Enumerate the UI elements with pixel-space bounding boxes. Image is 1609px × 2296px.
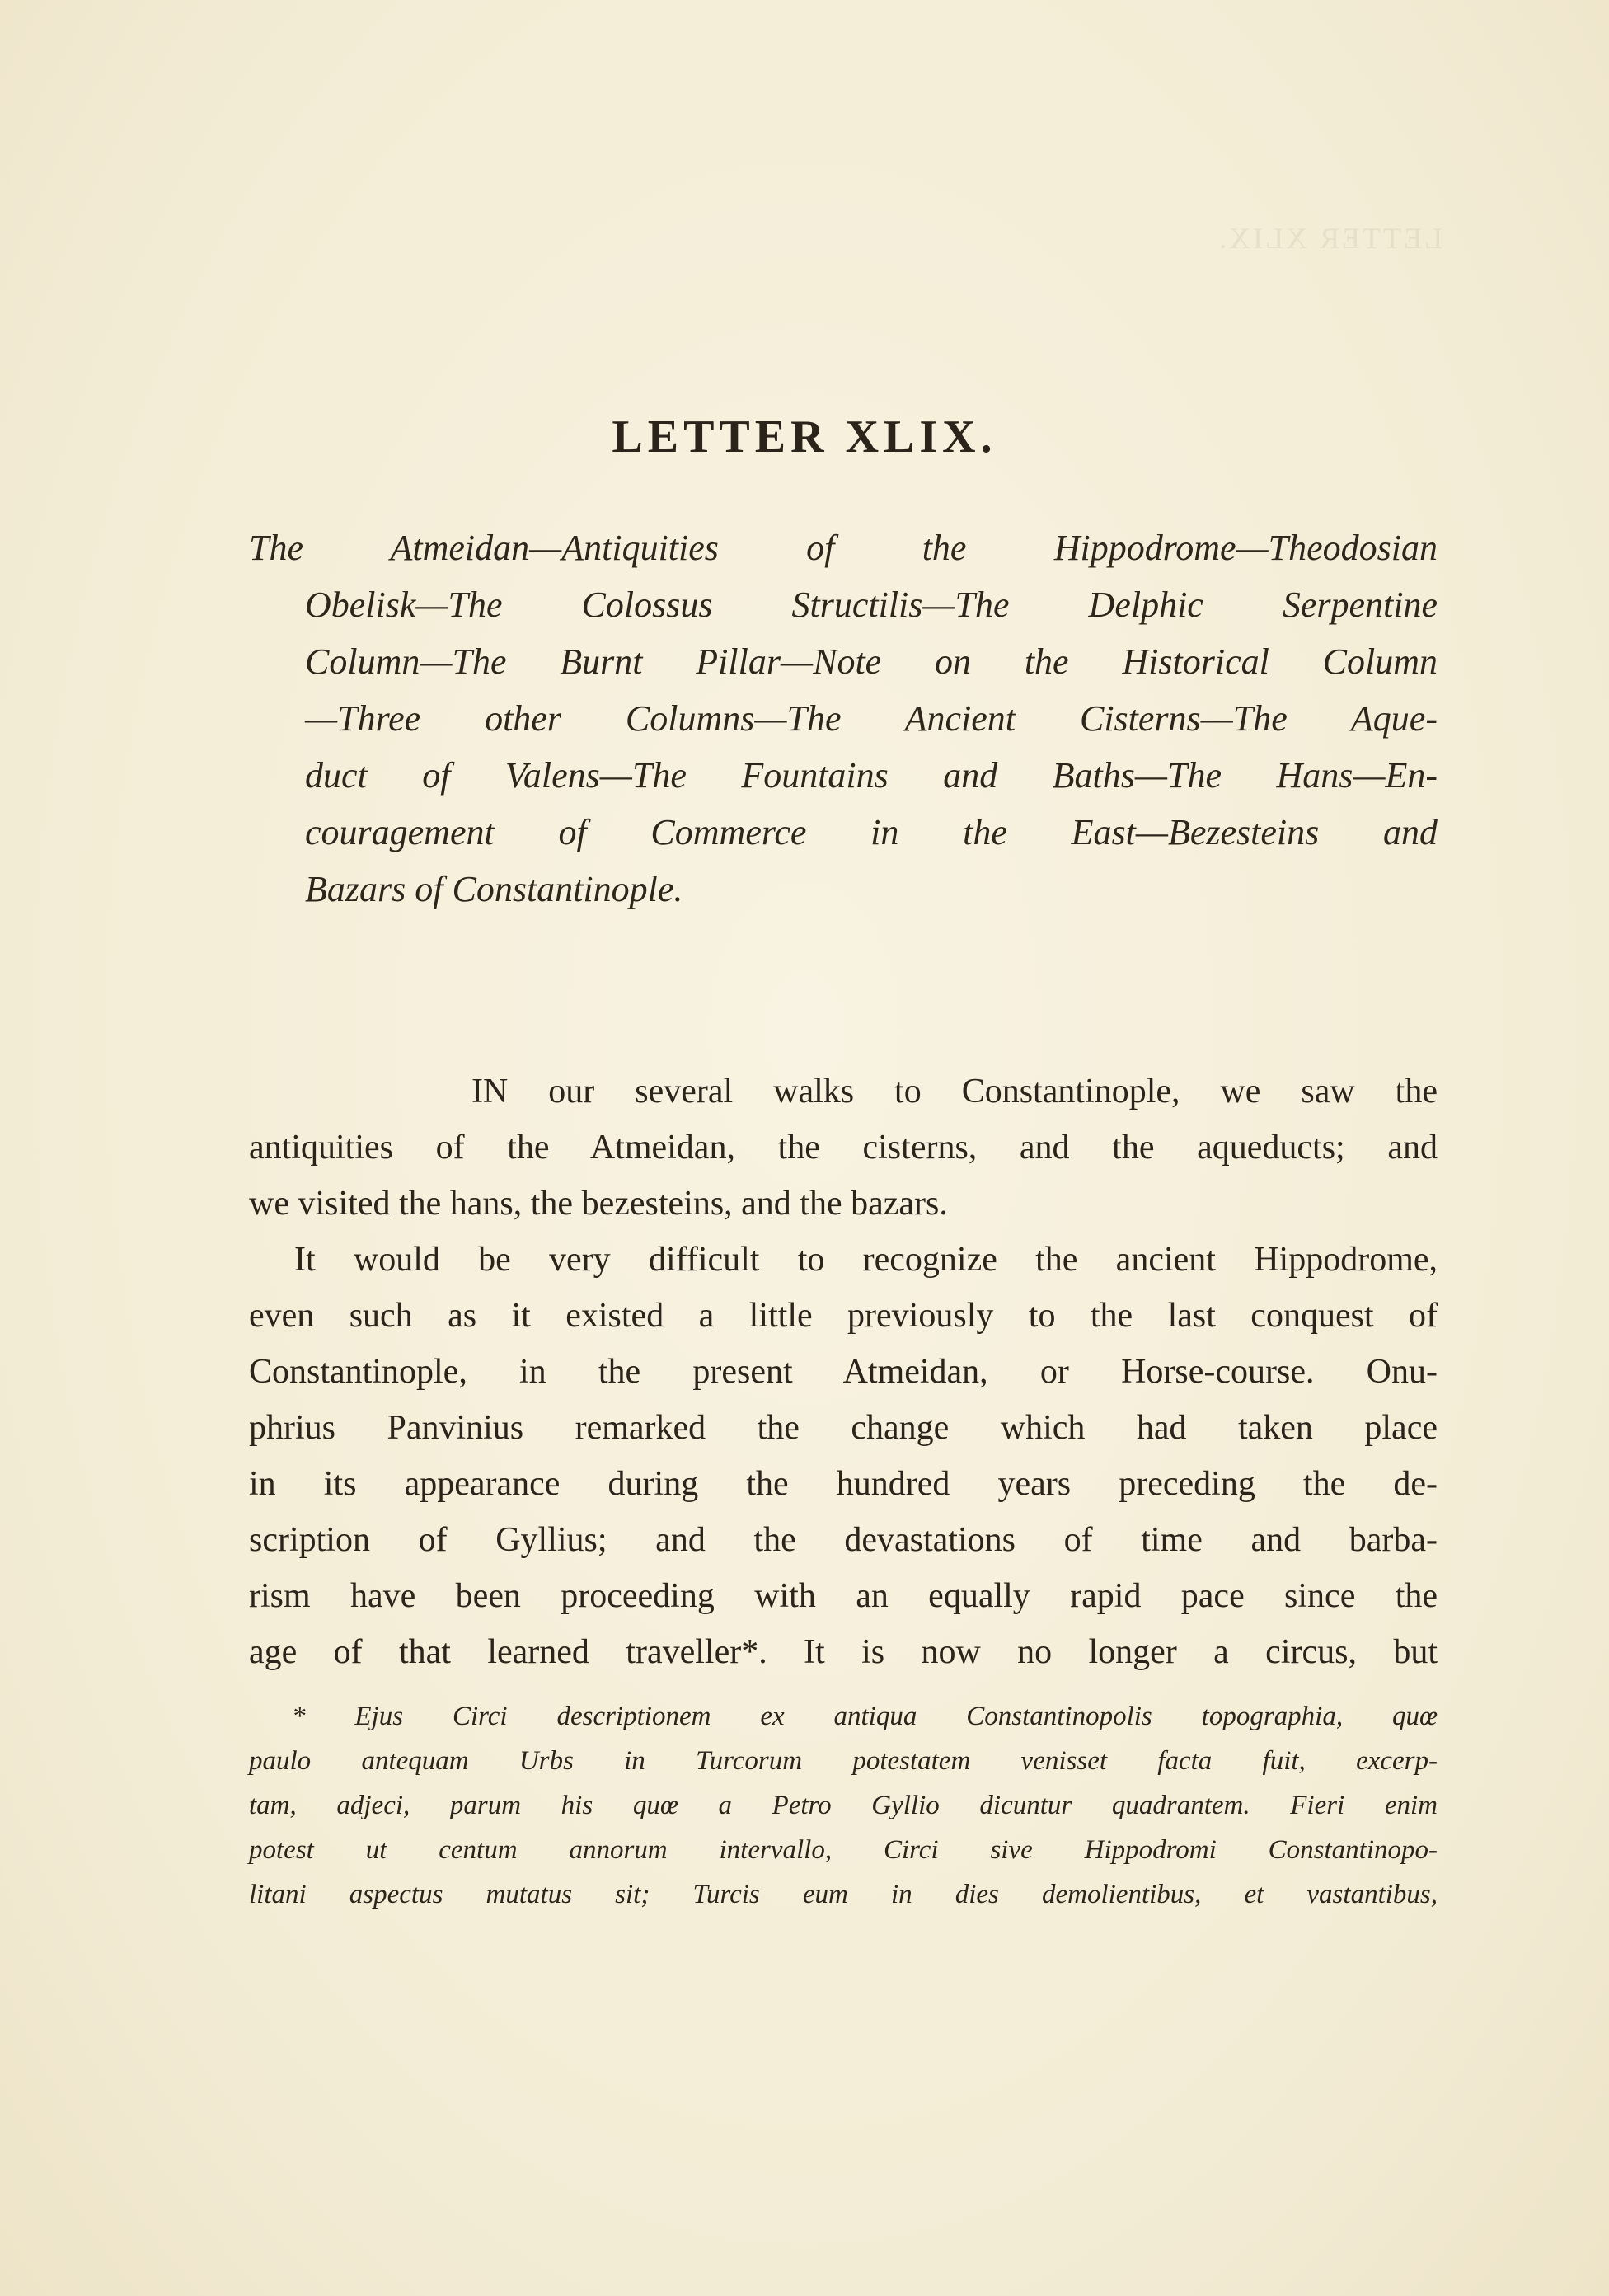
summary-line: Bazars of Constantinople. <box>305 869 683 909</box>
letter-title: LETTER XLIX. <box>612 411 997 462</box>
show-through-text <box>247 210 1442 266</box>
summary-line: The Atmeidan—Antiquities of the Hippodrome—Theodosian <box>249 528 1438 568</box>
body-line: Constantinople, in the present Atmeidan, or Horse-course. Onu- <box>249 1353 1438 1391</box>
show-through-heading: LETTER XLIX. <box>1217 222 1442 255</box>
body-line: rism have been proceeding with an equally rapid pace since the <box>249 1577 1438 1615</box>
body-line: IN our several walks to Constantinople, we saw the <box>471 1073 1438 1110</box>
summary-line: —Three other Columns—The Ancient Cisterns—The Aque- <box>305 698 1438 739</box>
body-line: we visited the hans, the bezesteins, and the bazars. <box>249 1185 948 1223</box>
footnote-line: potest ut centum annorum intervallo, Circi sive Hippodromi Constantinopo- <box>249 1835 1438 1865</box>
footnote-line: paulo antequam Urbs in Turcorum potestatem venisset facta fuit, excerp- <box>249 1746 1438 1776</box>
footnote-line: tam, adjeci, parum his quœ a Petro Gyllio dicuntur quadrantem. Fieri enim <box>249 1791 1438 1820</box>
summary-line: Obelisk—The Colossus Structilis—The Delphic Serpentine <box>305 585 1438 625</box>
body-line: It would be very difficult to recognize the ancient Hippodrome, <box>294 1241 1438 1279</box>
footnote <box>249 1694 1438 1917</box>
body-line: even such as it existed a little previously to the last conquest of <box>249 1297 1438 1335</box>
footnote-line: litani aspectus mutatus sit; Turcis eum in dies demolientibus, et vastantibus, <box>249 1880 1438 1909</box>
body-text <box>249 1063 1438 1680</box>
footnote-line: * Ejus Circi descriptionem ex antiqua Constantinopolis topographia, quœ <box>292 1702 1438 1731</box>
body-line: scription of Gyllius; and the devastations of time and barba- <box>249 1521 1438 1559</box>
summary-line: Column—The Burnt Pillar—Note on the Historical Column <box>305 641 1438 682</box>
chapter-summary <box>249 519 1438 918</box>
summary-line: couragement of Commerce in the East—Bezesteins and <box>305 812 1438 852</box>
summary-line: duct of Valens—The Fountains and Baths—The Hans—En- <box>305 755 1438 796</box>
body-line: age of that learned traveller*. It is now no longer a circus, but <box>249 1633 1438 1671</box>
body-line: antiquities of the Atmeidan, the cisterns, and the aqueducts; and <box>249 1129 1438 1167</box>
body-line: phrius Panvinius remarked the change which had taken place <box>249 1409 1438 1447</box>
body-line: in its appearance during the hundred years preceding the de- <box>249 1465 1438 1503</box>
